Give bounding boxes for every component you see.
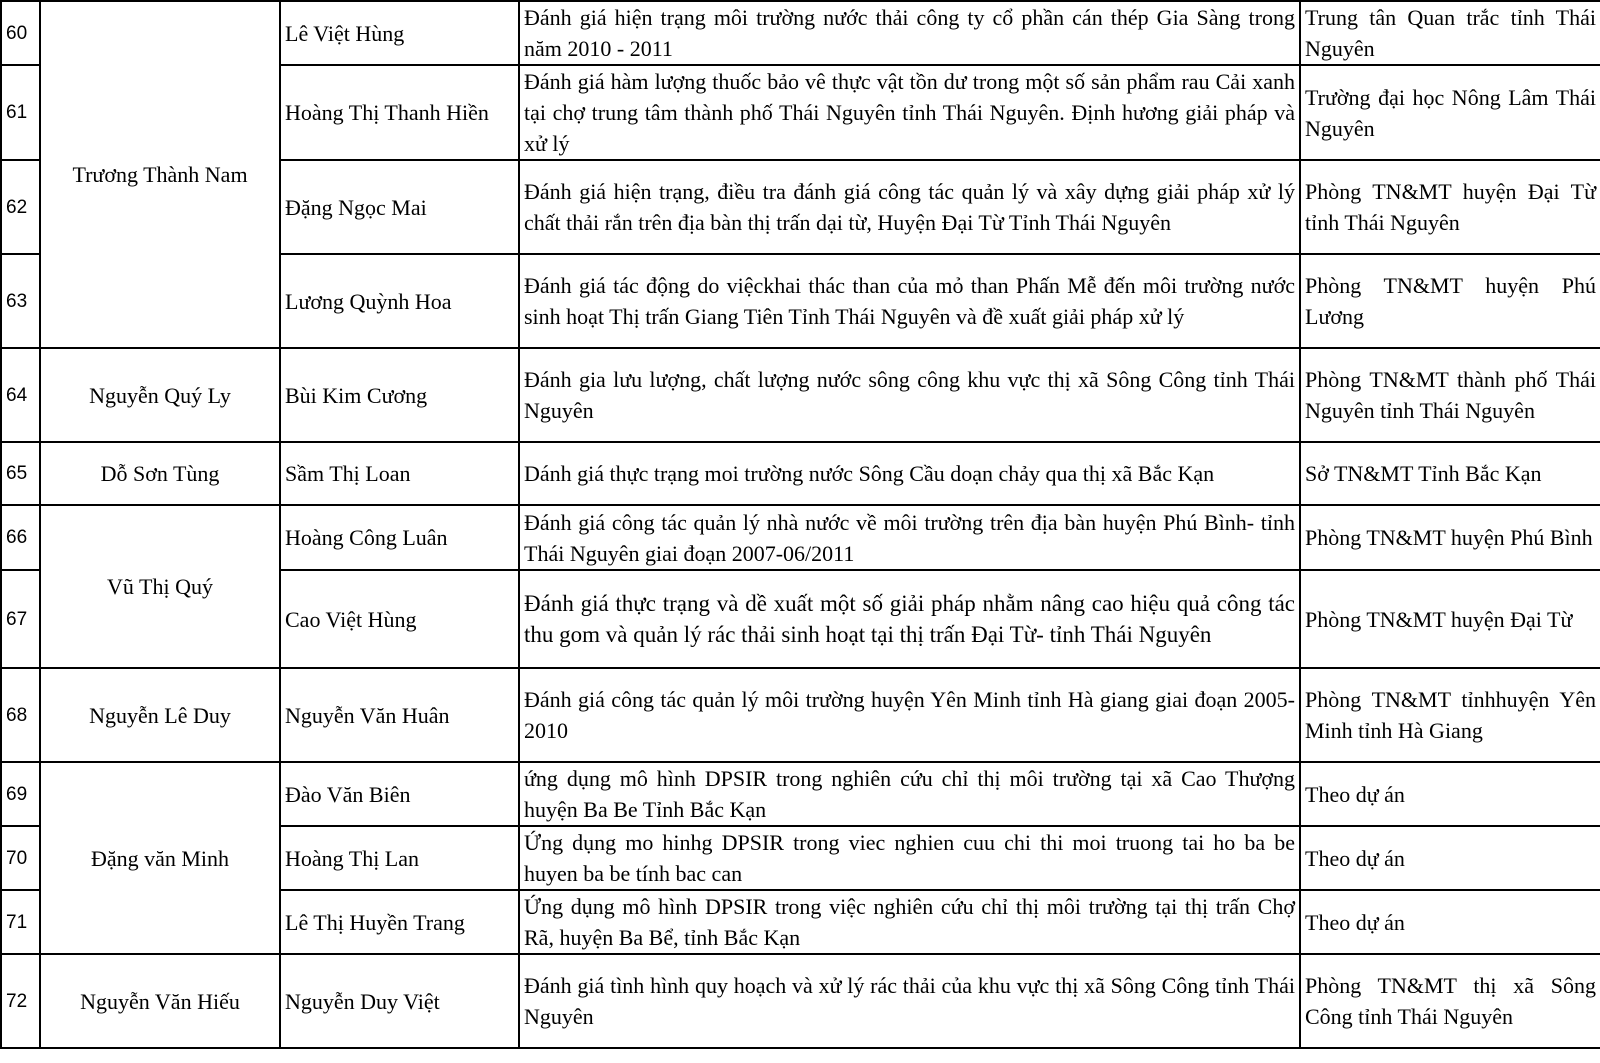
topic-cell: Đánh giá công tác quản lý nhà nước về môi trường trên địa bàn huyện Phú Bình- tỉnh Thái Nguyên giai đoạn 2007-06/2011 (519, 505, 1300, 570)
supervisor-cell: Trương Thành Nam (40, 1, 280, 348)
topic-cell: Dánh giá thực trạng moi trường nước Sông Cầu doạn chảy qua thị xã Bắc Kạn (519, 442, 1300, 505)
table-row (1, 348, 1600, 442)
student-cell: Sầm Thị Loan (280, 442, 519, 505)
supervisor-cell: Nguyễn Quý Ly (40, 348, 280, 442)
table-row (1, 442, 1600, 505)
student-cell: Hoàng Thị Lan (280, 826, 519, 890)
topic-cell: Đánh giá hàm lượng thuốc bảo vê thực vật tồn dư trong một số sản phẩm rau Cải xanh tại chợ trung tâm thành phố Thái Nguyên tỉnh Thái Nguyên. Định hương giải pháp và xử lý (519, 65, 1300, 160)
organization-cell: Phòng TN&MT huyện Đại Từ tỉnh Thái Nguyên (1300, 160, 1600, 254)
organization-cell: Theo dự án (1300, 890, 1600, 954)
organization-cell: Phòng TN&MT thành phố Thái Nguyên tỉnh Thái Nguyên (1300, 348, 1600, 442)
row-number: 68 (1, 668, 40, 762)
student-cell: Lê Thị Huyền Trang (280, 890, 519, 954)
row-number: 60 (1, 1, 40, 65)
organization-cell: Theo dự án (1300, 762, 1600, 826)
topic-cell: Đánh giá thực trạng và dề xuất một số giải pháp nhằm nâng cao hiệu quả công tác thu gom và quản lý rác thải sinh hoạt tại thị trấn Đại Từ- tỉnh Thái Nguyên (519, 570, 1300, 668)
topic-cell: Đánh giá công tác quản lý môi trường huyện Yên Minh tỉnh Hà giang giai đoạn 2005-2010 (519, 668, 1300, 762)
topic-cell: Ứng dụng mô hình DPSIR trong việc nghiên cứu chỉ thị môi trường tại thị trấn Chợ Rã, huyện Ba Bể, tỉnh Bắc Kạn (519, 890, 1300, 954)
supervisor-cell: Nguyễn Văn Hiếu (40, 954, 280, 1048)
supervisor-cell: Dỗ Sơn Tùng (40, 442, 280, 505)
topic-cell: Ứng dụng mo hinhg DPSIR trong viec nghien cuu chi thi moi truong tai ho ba be huyen ba be tính bac can (519, 826, 1300, 890)
supervisor-cell: Nguyễn Lê Duy (40, 668, 280, 762)
student-cell: Lương Quỳnh Hoa (280, 254, 519, 348)
organization-cell: Phòng TN&MT huyện Đại Từ (1300, 570, 1600, 668)
topic-cell: Đánh giá hiện trạng, điều tra đánh giá công tác quản lý và xây dựng giải pháp xử lý chất thải rắn trên địa bàn thị trấn dại từ, Huyện Đại Từ Tỉnh Thái Nguyên (519, 160, 1300, 254)
topic-cell: Đánh giá tác động do việckhai thác than của mỏ than Phấn Mễ đến môi trường nước sinh hoạt Thị trấn Giang Tiên Tỉnh Thái Nguyên và đề xuất giải pháp xử lý (519, 254, 1300, 348)
row-number: 70 (1, 826, 40, 890)
topic-cell: ứng dụng mô hình DPSIR trong nghiên cứu chỉ thị môi trường tại xã Cao Thượng huyện Ba Be Tỉnh Bắc Kạn (519, 762, 1300, 826)
student-cell: Nguyễn Văn Huân (280, 668, 519, 762)
organization-cell: Phòng TN&MT huyện Phú Bình (1300, 505, 1600, 570)
row-number: 71 (1, 890, 40, 954)
organization-cell: Sở TN&MT Tỉnh Bắc Kạn (1300, 442, 1600, 505)
organization-cell: Theo dự án (1300, 826, 1600, 890)
row-number: 61 (1, 65, 40, 160)
student-cell: Đào Văn Biên (280, 762, 519, 826)
organization-cell: Trung tân Quan trắc tỉnh Thái Nguyên (1300, 1, 1600, 65)
row-number: 67 (1, 570, 40, 668)
organization-cell: Phòng TN&MT huyện Phú Lương (1300, 254, 1600, 348)
table-row (1, 762, 1600, 826)
student-cell: Cao Việt Hùng (280, 570, 519, 668)
topic-cell: Đánh gia lưu lượng, chất lượng nước sông công khu vực thị xã Sông Công tỉnh Thái Nguyên (519, 348, 1300, 442)
organization-cell: Phòng TN&MT thị xã Sông Công tỉnh Thái Nguyên (1300, 954, 1600, 1048)
student-cell: Hoàng Thị Thanh Hiền (280, 65, 519, 160)
organization-cell: Phòng TN&MT tỉnhhuyện Yên Minh tỉnh Hà Giang (1300, 668, 1600, 762)
supervisor-cell: Đặng văn Minh (40, 762, 280, 954)
topic-cell: Đánh giá tình hình quy hoạch và xử lý rác thải của khu vực thị xã Sông Công tỉnh Thái Nguyên (519, 954, 1300, 1048)
student-cell: Bùi Kim Cương (280, 348, 519, 442)
table-row (1, 954, 1600, 1048)
student-cell: Đặng Ngọc Mai (280, 160, 519, 254)
student-cell: Hoàng Công Luân (280, 505, 519, 570)
row-number: 69 (1, 762, 40, 826)
organization-cell: Trường đại học Nông Lâm Thái Nguyên (1300, 65, 1600, 160)
row-number: 66 (1, 505, 40, 570)
table-row (1, 505, 1600, 570)
table-row (1, 668, 1600, 762)
supervisor-cell: Vũ Thị Quý (40, 505, 280, 668)
row-number: 62 (1, 160, 40, 254)
row-number: 64 (1, 348, 40, 442)
topic-cell: Đánh giá hiện trạng môi trường nước thải công ty cổ phần cán thép Gia Sàng trong năm 2010 - 2011 (519, 1, 1300, 65)
row-number: 65 (1, 442, 40, 505)
student-cell: Nguyễn Duy Việt (280, 954, 519, 1048)
table-row (1, 1, 1600, 65)
row-number: 63 (1, 254, 40, 348)
row-number: 72 (1, 954, 40, 1048)
student-cell: Lê Việt Hùng (280, 1, 519, 65)
